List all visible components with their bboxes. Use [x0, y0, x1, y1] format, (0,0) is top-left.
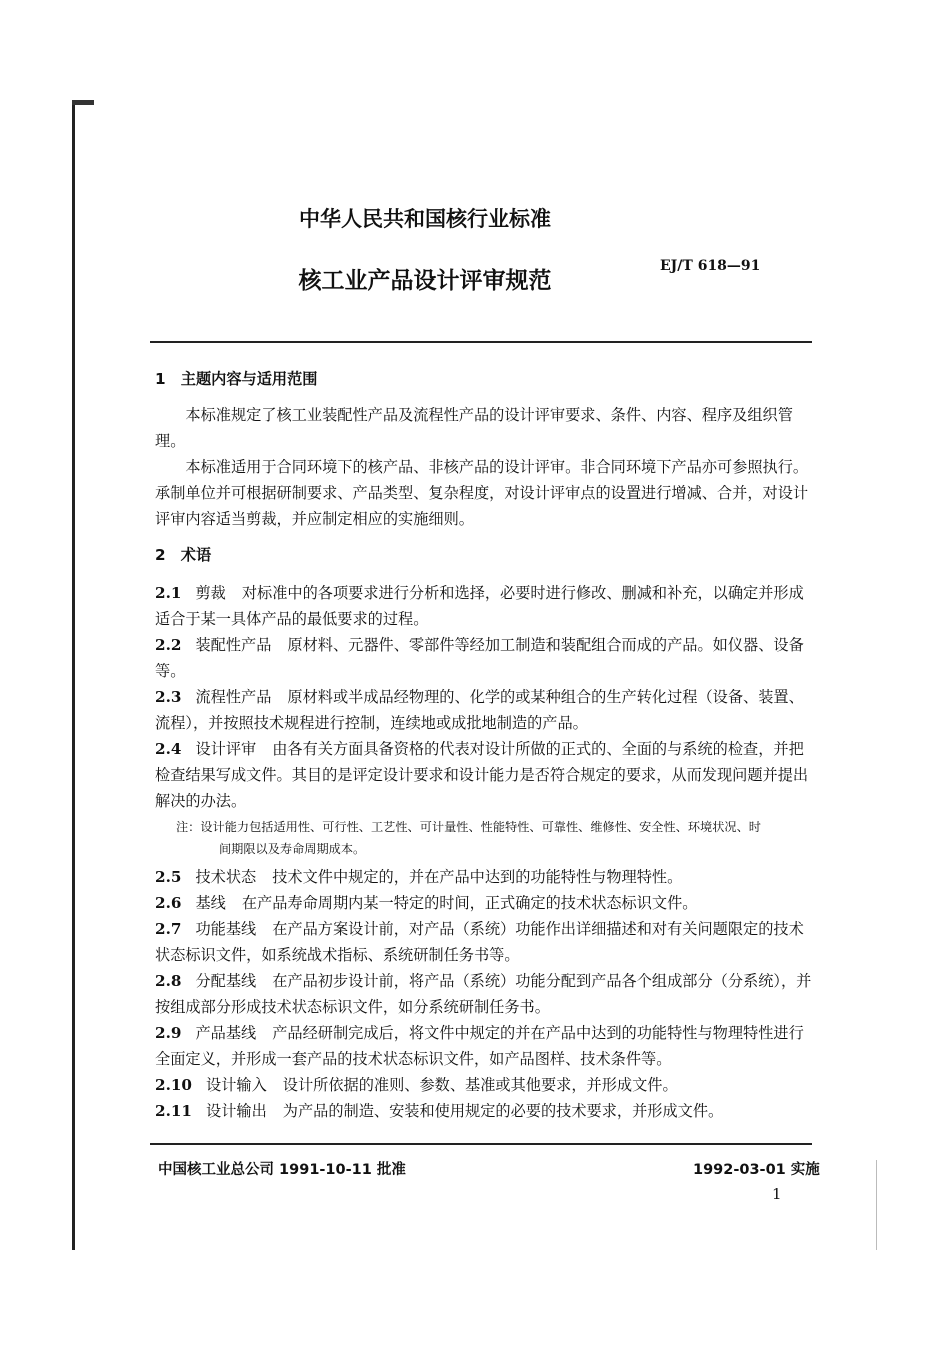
header-divider: [150, 341, 812, 343]
term-number: 2.7: [155, 920, 182, 938]
term-definition: 对标准中的各项要求进行分析和选择，必要时进行修改、删减和补充，以确定并形成适合于某一具体产品的最低要求的过程。: [155, 584, 804, 628]
term-number: 2.3: [155, 688, 182, 706]
term-item: [155, 916, 813, 968]
section-1-heading: 1 主题内容与适用范围: [155, 370, 318, 388]
org-title: 中华人民共和国核行业标准: [299, 207, 551, 231]
term-name: 基线: [195, 894, 226, 912]
term-item: [155, 684, 813, 736]
term-number: 2.5: [155, 868, 182, 886]
term-item: [155, 580, 813, 632]
term-definition: 在产品寿命周期内某一特定的时间，正式确定的技术状态标识文件。: [241, 894, 698, 912]
term-item: [155, 1020, 813, 1072]
effective-date: 1992-03-01 实施: [693, 1162, 820, 1178]
section-1-paragraph-2: 本标准适用于合同环境下的核产品、非核产品的设计评审。非合同环境下产品亦可参照执行。承制单位并可根据研制要求、产品类型、复杂程度，对设计评审点的设置进行增减、合并，对设计评审内容适当剪裁，并应制定相应的实施细则。: [155, 458, 809, 528]
note-line-2: 间期限以及寿命周期成本。: [219, 842, 366, 856]
term-number: 2.2: [155, 636, 182, 654]
term-name: 功能基线: [195, 920, 257, 938]
document-title: 核工业产品设计评审规范: [298, 268, 552, 294]
section-1-paragraph-1: 本标准规定了核工业装配性产品及流程性产品的设计评审要求、条件、内容、程序及组织管理。: [155, 406, 793, 450]
term-name: 产品基线: [195, 1024, 257, 1042]
term-number: 2.11: [155, 1102, 192, 1120]
term-item: [155, 1098, 813, 1124]
term-definition: 设计所依据的准则、参数、基准或其他要求，并形成文件。: [282, 1076, 678, 1094]
term-definition: 技术文件中规定的，并在产品中达到的功能特性与物理特性。: [272, 868, 683, 886]
page-number: 1: [772, 1185, 782, 1203]
scan-border-top-mark: [72, 100, 94, 105]
footer-divider: [150, 1143, 812, 1145]
term-definition: 由各有关方面具备资格的代表对设计所做的正式的、全面的与系统的检查，并把检查结果写成文件。其目的是评定设计要求和设计能力是否符合规定的要求，从而发现问题并提出解决的办法。: [155, 740, 809, 810]
term-definition: 原材料、元器件、零部件等经加工制造和装配组合而成的产品。如仪器、设备等。: [155, 636, 804, 680]
term-number: 2.8: [155, 972, 182, 990]
term-item: [155, 632, 813, 684]
term-number: 2.10: [155, 1076, 192, 1094]
section-2-heading: 2 术语: [155, 546, 212, 564]
term-name: 设计评审: [195, 740, 257, 758]
note-line-1: 注：设计能力包括适用性、可行性、工艺性、可计量性、性能特性、可靠性、维修性、安全性、环境状况、时: [176, 820, 761, 834]
note: [155, 816, 813, 860]
term-item: [155, 1072, 813, 1098]
term-name: 设计输入: [206, 1076, 267, 1094]
approval-line: 中国核工业总公司 1991-10-11 批准: [158, 1162, 406, 1178]
term-number: 2.6: [155, 894, 182, 912]
term-definition: 为产品的制造、安装和使用规定的必要的技术要求，并形成文件。: [282, 1102, 724, 1120]
term-item: [155, 890, 813, 916]
term-name: 装配性产品: [195, 636, 272, 654]
term-definition: 在产品方案设计前，对产品（系统）功能作出详细描述和对有关问题限定的技术状态标识文件，如系统战术指标、系统研制任务书等。: [155, 920, 804, 964]
term-item: [155, 968, 813, 1020]
document-body: [155, 366, 813, 1124]
term-definition: 原材料或半成品经物理的、化学的或某种组合的生产转化过程（设备、装置、流程），并按照技术规程进行控制，连续地或成批地制造的产品。: [155, 688, 804, 732]
term-definition: 产品经研制完成后，将文件中规定的并在产品中达到的功能特性与物理特性进行全面定义，并形成一套产品的技术状态标识文件，如产品图样、技术条件等。: [155, 1024, 804, 1068]
scan-border-right: [876, 1160, 877, 1250]
term-definition: 在产品初步设计前，将产品（系统）功能分配到产品各个组成部分（分系统），并按组成部分形成技术状态标识文件，如分系统研制任务书。: [155, 972, 812, 1016]
term-name: 分配基线: [195, 972, 257, 990]
term-name: 技术状态: [195, 868, 257, 886]
term-number: 2.4: [155, 740, 182, 758]
term-name: 流程性产品: [195, 688, 272, 706]
term-number: 2.1: [155, 584, 182, 602]
term-name: 剪裁: [195, 584, 226, 602]
term-item: [155, 864, 813, 890]
term-name: 设计输出: [206, 1102, 267, 1120]
term-item: [155, 736, 813, 814]
term-number: 2.9: [155, 1024, 182, 1042]
standard-code: EJ/T 618—91: [660, 258, 761, 274]
